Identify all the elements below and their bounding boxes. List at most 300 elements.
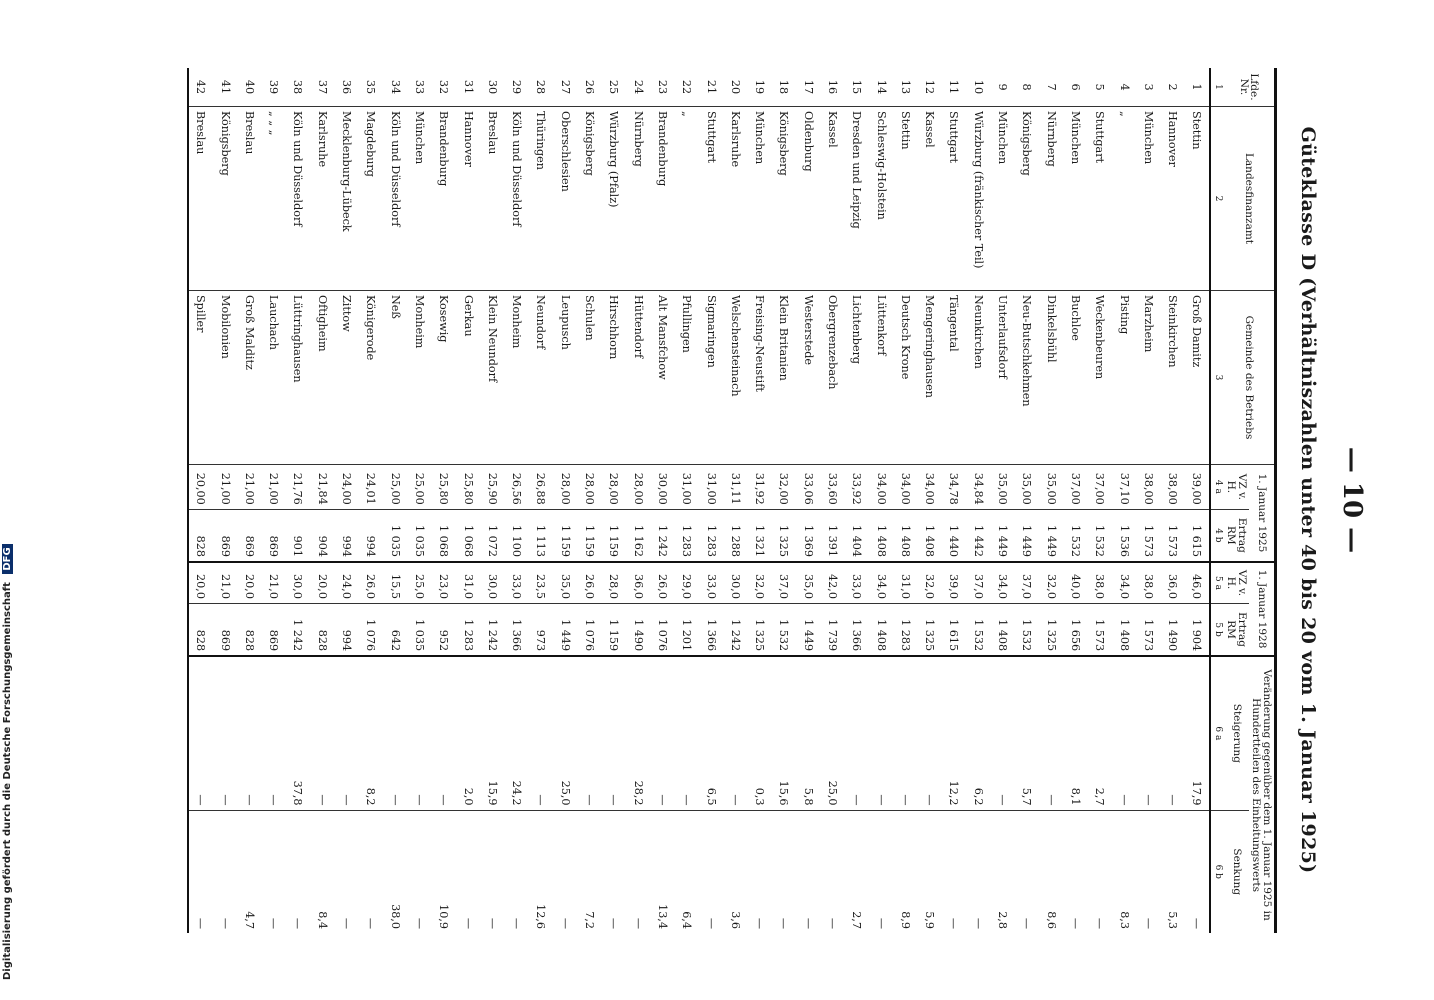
header-steigerung: Steigerung	[1224, 656, 1249, 810]
cell-ertrag-1925: 1 404	[845, 509, 869, 562]
table-row	[650, 68, 674, 933]
cell-vz-1925: 21,00	[213, 465, 237, 510]
cell-senkung: 7,2	[577, 810, 601, 933]
table-row	[1160, 68, 1184, 933]
header-gemeinde: Gemeinde des Betriebs	[1224, 291, 1276, 465]
cell-lfd-nr: 39	[267, 79, 281, 95]
cell-ertrag-1925: 1 391	[820, 509, 844, 562]
cell-vz-1925: 31,92	[747, 465, 771, 510]
cell-vz-1925: 25,80	[432, 465, 456, 510]
table-row	[310, 68, 334, 933]
cell-senkung: —	[1063, 810, 1087, 933]
cell-steigerung: 12,2	[942, 656, 966, 810]
cell-lfd-nr: 6	[1068, 83, 1082, 91]
cell-ertrag-1925: 1 408	[893, 509, 917, 562]
cell-gemeinde: Monheim	[504, 291, 528, 465]
cell-steigerung: —	[432, 656, 456, 810]
cell-senkung: —	[456, 810, 480, 933]
cell-ertrag-1928: 1 325	[1039, 603, 1063, 656]
column-code: 5 a	[1210, 562, 1224, 604]
cell-vz-1928: 46,0	[1185, 562, 1210, 604]
cell-ertrag-1925: 869	[213, 509, 237, 562]
cell-steigerung: —	[1112, 656, 1136, 810]
cell-gemeinde: Monheim	[407, 291, 431, 465]
cell-ertrag-1928: 1 408	[990, 603, 1014, 656]
cell-vz-1925: 35,00	[1015, 465, 1039, 510]
table-row	[261, 68, 285, 933]
cell-gemeinde: Groß Malditz	[237, 291, 261, 465]
cell-ertrag-1928: 1 904	[1185, 603, 1210, 656]
cell-ertrag-1925: 1 068	[432, 509, 456, 562]
cell-senkung: —	[480, 810, 504, 933]
cell-vz-1925: 31,00	[674, 465, 698, 510]
cell-gemeinde: Hirschhorn	[602, 291, 626, 465]
cell-lfd-nr: 28	[534, 79, 548, 95]
cell-lfd-nr: 38	[291, 79, 305, 95]
cell-lfd-nr: 8	[1020, 83, 1034, 91]
cell-steigerung: 25,0	[820, 656, 844, 810]
cell-vz-1925: 34,78	[942, 465, 966, 510]
cell-landesfinanzamt: Köln und Düsseldorf	[504, 107, 528, 291]
cell-landesfinanzamt: Brandenburg	[650, 107, 674, 291]
cell-vz-1928: 21,0	[213, 562, 237, 604]
cell-ertrag-1925: 1 532	[1063, 509, 1087, 562]
cell-lfd-nr: 36	[340, 79, 354, 95]
cell-vz-1925: 35,00	[990, 465, 1014, 510]
cell-landesfinanzamt: Dresden und Leipzig	[845, 107, 869, 291]
cell-vz-1928: 34,0	[1112, 562, 1136, 604]
table-row	[942, 68, 966, 933]
cell-landesfinanzamt: Thüringen	[529, 107, 553, 291]
cell-ertrag-1925: 1 283	[699, 509, 723, 562]
cell-senkung: 2,8	[990, 810, 1014, 933]
cell-senkung: 2,7	[845, 810, 869, 933]
cell-vz-1925: 37,00	[1088, 465, 1112, 510]
table-row	[699, 68, 723, 933]
table-row	[917, 68, 941, 933]
header-jan-1925: 1. Januar 1925	[1249, 465, 1276, 562]
cell-landesfinanzamt: Köln und Düsseldorf	[286, 107, 310, 291]
cell-vz-1925: 34,84	[966, 465, 990, 510]
cell-ertrag-1925: 1 408	[869, 509, 893, 562]
cell-ertrag-1928: 1 366	[504, 603, 528, 656]
cell-vz-1928: 15,5	[383, 562, 407, 604]
cell-steigerung: 17,9	[1185, 656, 1210, 810]
cell-ertrag-1928: 1 201	[674, 603, 698, 656]
cell-gemeinde: Steinkirchen	[1160, 291, 1184, 465]
table-row	[1136, 68, 1160, 933]
cell-ertrag-1925: 1 449	[1039, 509, 1063, 562]
cell-landesfinanzamt: Schleswig-Holstein	[869, 107, 893, 291]
cell-vz-1925: 33,06	[796, 465, 820, 510]
cell-vz-1928: 38,0	[1136, 562, 1160, 604]
cell-landesfinanzamt: München	[1136, 107, 1160, 291]
cell-ertrag-1928: 1 035	[407, 603, 431, 656]
cell-gemeinde: Oftigheim	[310, 291, 334, 465]
cell-ertrag-1925: 1 536	[1112, 509, 1136, 562]
cell-gemeinde: Lüttringhausen	[286, 291, 310, 465]
cell-landesfinanzamt: Breslau	[237, 107, 261, 291]
cell-vz-1928: 30,0	[286, 562, 310, 604]
cell-steigerung: —	[650, 656, 674, 810]
cell-vz-1928: 28,0	[602, 562, 626, 604]
cell-vz-1925: 26,56	[504, 465, 528, 510]
cell-vz-1925: 25,80	[456, 465, 480, 510]
cell-vz-1928: 38,0	[1088, 562, 1112, 604]
cell-lfd-nr: 15	[850, 79, 864, 95]
cell-ertrag-1928: 1 242	[480, 603, 504, 656]
cell-vz-1928: 37,0	[1015, 562, 1039, 604]
cell-lfd-nr: 42	[188, 68, 213, 107]
cell-senkung: —	[699, 810, 723, 933]
cell-steigerung: —	[1136, 656, 1160, 810]
cell-senkung: —	[504, 810, 528, 933]
cell-ertrag-1928: 828	[310, 603, 334, 656]
cell-landesfinanzamt: Kassel	[820, 107, 844, 291]
column-code: 5 b	[1210, 603, 1224, 656]
cell-ertrag-1928: 1 449	[553, 603, 577, 656]
cell-gemeinde: Unterlaufsdorf	[990, 291, 1014, 465]
cell-landesfinanzamt: „ „ „	[261, 107, 285, 291]
cell-vz-1925: 28,00	[626, 465, 650, 510]
cell-gemeinde: Neundorf	[529, 291, 553, 465]
cell-vz-1928: 20,0	[237, 562, 261, 604]
cell-senkung: —	[820, 810, 844, 933]
cell-vz-1928: 32,0	[747, 562, 771, 604]
cell-steigerung: 25,0	[553, 656, 577, 810]
cell-gemeinde: Weckenbeuren	[1088, 291, 1112, 465]
cell-vz-1925: 25,00	[383, 465, 407, 510]
cell-landesfinanzamt: Köln und Düsseldorf	[383, 107, 407, 291]
cell-steigerung: 15,6	[772, 656, 796, 810]
cell-ertrag-1928: 642	[383, 603, 407, 656]
cell-landesfinanzamt: Karlsruhe	[310, 107, 334, 291]
cell-lfd-nr: 29	[510, 79, 524, 95]
cell-steigerung: —	[674, 656, 698, 810]
cell-ertrag-1925: 1 573	[1160, 509, 1184, 562]
cell-senkung: —	[188, 810, 213, 933]
table-row	[869, 68, 893, 933]
cell-ertrag-1928: 1 366	[699, 603, 723, 656]
table-row	[893, 68, 917, 933]
cell-gemeinde: Alt Mansfchow	[650, 291, 674, 465]
cell-steigerung: —	[845, 656, 869, 810]
cell-ertrag-1928: 1 076	[577, 603, 601, 656]
cell-gemeinde: Kosewig	[432, 291, 456, 465]
column-code: 3	[1210, 291, 1224, 465]
cell-gemeinde: Neu-Butschkehmen	[1015, 291, 1039, 465]
table-row	[359, 68, 383, 933]
cell-landesfinanzamt: Karlsruhe	[723, 107, 747, 291]
cell-landesfinanzamt: Nürnberg	[1039, 107, 1063, 291]
cell-gemeinde: Hüttendorf	[626, 291, 650, 465]
cell-gemeinde: Lichtenberg	[845, 291, 869, 465]
cell-landesfinanzamt: Breslau	[188, 107, 213, 291]
cell-ertrag-1928: 1 076	[359, 603, 383, 656]
cell-ertrag-1928: 1 490	[626, 603, 650, 656]
cell-steigerung: —	[577, 656, 601, 810]
cell-ertrag-1925: 1 408	[917, 509, 941, 562]
cell-landesfinanzamt: Königsberg	[213, 107, 237, 291]
cell-senkung: —	[359, 810, 383, 933]
cell-landesfinanzamt: Stuttgart	[1088, 107, 1112, 291]
table-row	[723, 68, 747, 933]
cell-vz-1925: 37,00	[1063, 465, 1087, 510]
cell-steigerung: 15,9	[480, 656, 504, 810]
cell-vz-1928: 26,0	[577, 562, 601, 604]
cell-lfd-nr: 12	[923, 79, 937, 95]
cell-ertrag-1925: 828	[188, 509, 213, 562]
cell-ertrag-1925: 1 442	[966, 509, 990, 562]
cell-senkung: —	[966, 810, 990, 933]
cell-ertrag-1925: 1 573	[1136, 509, 1160, 562]
cell-gemeinde: Groß Damitz	[1185, 291, 1210, 465]
cell-vz-1925: 21,84	[310, 465, 334, 510]
cell-lfd-nr: 14	[874, 79, 888, 95]
cell-lfd-nr: 3	[1141, 83, 1155, 91]
cell-landesfinanzamt: Magdeburg	[359, 107, 383, 291]
cell-gemeinde: Westerstede	[796, 291, 820, 465]
cell-steigerung: 0,3	[747, 656, 771, 810]
table-row	[213, 68, 237, 933]
cell-ertrag-1928: 828	[188, 603, 213, 656]
table-row	[1112, 68, 1136, 933]
cell-vz-1928: 21,0	[261, 562, 285, 604]
cell-ertrag-1928: 1 532	[1015, 603, 1039, 656]
cell-ertrag-1925: 994	[334, 509, 358, 562]
cell-ertrag-1925: 994	[359, 509, 383, 562]
cell-lfd-nr: 9	[996, 83, 1010, 91]
cell-steigerung: 6,2	[966, 656, 990, 810]
page-title: Güteklasse D (Verhältniszahlen unter 40 bis 20 vom 1. Januar 1925)	[1297, 126, 1319, 874]
table-body	[188, 68, 1210, 933]
cell-ertrag-1928: 1 283	[456, 603, 480, 656]
cell-steigerung: —	[407, 656, 431, 810]
cell-steigerung: —	[1039, 656, 1063, 810]
cell-ertrag-1928: 1 283	[893, 603, 917, 656]
cell-ertrag-1925: 1 159	[602, 509, 626, 562]
cell-landesfinanzamt: „	[674, 107, 698, 291]
cell-ertrag-1928: 1 490	[1160, 603, 1184, 656]
cell-landesfinanzamt: Stettin	[893, 107, 917, 291]
cell-vz-1925: 34,00	[869, 465, 893, 510]
cell-steigerung: —	[602, 656, 626, 810]
cell-gemeinde: Sigmaringen	[699, 291, 723, 465]
cell-landesfinanzamt: Oberschlesien	[553, 107, 577, 291]
cell-steigerung: 28,2	[626, 656, 650, 810]
cell-ertrag-1928: 994	[334, 603, 358, 656]
cell-ertrag-1925: 1 100	[504, 509, 528, 562]
cell-steigerung: —	[334, 656, 358, 810]
cell-steigerung: 5,7	[1015, 656, 1039, 810]
cell-vz-1928: 32,0	[1039, 562, 1063, 604]
table-row	[553, 68, 577, 933]
cell-vz-1928: 40,0	[1063, 562, 1087, 604]
table-row	[188, 68, 213, 933]
cell-senkung: —	[286, 810, 310, 933]
cell-ertrag-1928: 1 325	[747, 603, 771, 656]
cell-vz-1928: 30,0	[480, 562, 504, 604]
cell-ertrag-1928: 1 366	[845, 603, 869, 656]
cell-vz-1925: 24,00	[334, 465, 358, 510]
cell-vz-1928: 35,0	[796, 562, 820, 604]
cell-landesfinanzamt: Hannover	[456, 107, 480, 291]
column-code: 1	[1210, 68, 1224, 107]
column-code: 2	[1210, 107, 1224, 291]
header-veraenderung: Veränderung gegenüber dem 1. Januar 1925 in Hundertteilen des Einheitungswerts	[1249, 656, 1276, 933]
cell-gemeinde: Freising-Neustift	[747, 291, 771, 465]
cell-ertrag-1925: 1 440	[942, 509, 966, 562]
cell-senkung: 8,9	[893, 810, 917, 933]
cell-ertrag-1925: 1 321	[747, 509, 771, 562]
cell-senkung: —	[334, 810, 358, 933]
cell-lfd-nr: 33	[412, 79, 426, 95]
cell-senkung: 5,3	[1160, 810, 1184, 933]
cell-senkung: —	[1185, 810, 1210, 933]
cell-landesfinanzamt: Mecklenburg-Lübeck	[334, 107, 358, 291]
cell-lfd-nr: 31	[461, 79, 475, 95]
cell-ertrag-1925: 1 159	[553, 509, 577, 562]
table-row	[286, 68, 310, 933]
cell-vz-1928: 42,0	[820, 562, 844, 604]
table-row	[529, 68, 553, 933]
digitization-note	[2, 380, 13, 980]
cell-senkung: —	[1088, 810, 1112, 933]
cell-vz-1925: 21,00	[261, 465, 285, 510]
table-row	[1015, 68, 1039, 933]
cell-lfd-nr: 16	[826, 79, 839, 95]
cell-gemeinde: Obergrenzebach	[820, 291, 844, 465]
cell-steigerung: —	[869, 656, 893, 810]
cell-vz-1925: 21,00	[237, 465, 261, 510]
cell-ertrag-1928: 1 076	[650, 603, 674, 656]
cell-senkung: —	[942, 810, 966, 933]
cell-ertrag-1925: 1 532	[1088, 509, 1112, 562]
table-row	[1088, 68, 1112, 933]
cell-ertrag-1925: 904	[310, 509, 334, 562]
cell-ertrag-1925: 1 242	[650, 509, 674, 562]
cell-vz-1925: 31,11	[723, 465, 747, 510]
cell-senkung: —	[213, 810, 237, 933]
cell-ertrag-1928: 869	[261, 603, 285, 656]
cell-landesfinanzamt: Würzburg (Pfalz)	[602, 107, 626, 291]
cell-senkung: 5,9	[917, 810, 941, 933]
cell-landesfinanzamt: München	[990, 107, 1014, 291]
cell-senkung: —	[407, 810, 431, 933]
cell-landesfinanzamt: Königsberg	[772, 107, 796, 291]
cell-lfd-nr: 41	[218, 79, 232, 95]
cell-landesfinanzamt: Königsberg	[577, 107, 601, 291]
cell-landesfinanzamt: Kassel	[917, 107, 941, 291]
cell-gemeinde: Mobilonien	[213, 291, 237, 465]
cell-vz-1925: 30,00	[650, 465, 674, 510]
cell-ertrag-1925: 1 162	[626, 509, 650, 562]
cell-gemeinde: Tängental	[942, 291, 966, 465]
cell-senkung: —	[626, 810, 650, 933]
cell-lfd-nr: 7	[1044, 83, 1058, 91]
cell-steigerung: —	[310, 656, 334, 810]
header-ertrag-1928: Ertrag RM	[1224, 603, 1249, 656]
cell-steigerung: 2,0	[456, 656, 480, 810]
cell-steigerung: —	[893, 656, 917, 810]
cell-lfd-nr: 18	[777, 79, 791, 95]
cell-senkung: —	[747, 810, 771, 933]
cell-senkung: 13,4	[650, 810, 674, 933]
cell-gemeinde: Deutsch Krone	[893, 291, 917, 465]
cell-vz-1928: 33,0	[845, 562, 869, 604]
table-row	[820, 68, 844, 933]
cell-gemeinde: Mengeringhausen	[917, 291, 941, 465]
cell-vz-1928: 20,0	[188, 562, 213, 604]
cell-vz-1928: 25,0	[407, 562, 431, 604]
cell-landesfinanzamt: „	[1112, 107, 1136, 291]
cell-landesfinanzamt: Stuttgart	[699, 107, 723, 291]
cell-vz-1928: 34,0	[869, 562, 893, 604]
cell-steigerung: 24,2	[504, 656, 528, 810]
cell-landesfinanzamt: Stettin	[1185, 107, 1210, 291]
cell-lfd-nr: 2	[1166, 83, 1180, 91]
cell-landesfinanzamt: Oldenburg	[796, 107, 820, 291]
header-jan-1928: 1. Januar 1928	[1249, 562, 1276, 656]
cell-vz-1928: 24,0	[334, 562, 358, 604]
cell-lfd-nr: 11	[947, 79, 961, 95]
cell-lfd-nr: 20	[728, 79, 742, 95]
cell-gemeinde: Klein Britanien	[772, 291, 796, 465]
cell-ertrag-1928: 1 408	[1112, 603, 1136, 656]
column-code: 6 b	[1210, 810, 1224, 933]
cell-ertrag-1925: 1 035	[407, 509, 431, 562]
table-row	[845, 68, 869, 933]
cell-vz-1928: 31,0	[456, 562, 480, 604]
cell-gemeinde: Schulen	[577, 291, 601, 465]
table-row	[577, 68, 601, 933]
cell-senkung: 8,4	[310, 810, 334, 933]
cell-lfd-nr: 34	[388, 79, 402, 95]
cell-steigerung: —	[1160, 656, 1184, 810]
cell-vz-1925: 32,00	[772, 465, 796, 510]
cell-ertrag-1925: 1 283	[674, 509, 698, 562]
cell-steigerung: 8,1	[1063, 656, 1087, 810]
cell-ertrag-1928: 952	[432, 603, 456, 656]
table-row	[747, 68, 771, 933]
cell-vz-1925: 33,92	[845, 465, 869, 510]
cell-vz-1928: 26,0	[359, 562, 383, 604]
cell-ertrag-1928: 1 242	[286, 603, 310, 656]
table-row	[456, 68, 480, 933]
cell-ertrag-1928: 1 532	[966, 603, 990, 656]
data-table	[187, 68, 1277, 933]
cell-landesfinanzamt: Brandenburg	[432, 107, 456, 291]
dfg-logo: DFG	[2, 544, 13, 573]
cell-ertrag-1925: 1 449	[1015, 509, 1039, 562]
cell-steigerung: —	[723, 656, 747, 810]
column-code: 4 a	[1210, 465, 1224, 510]
cell-steigerung: —	[917, 656, 941, 810]
cell-gemeinde: Pfullingen	[674, 291, 698, 465]
cell-senkung: 3,6	[723, 810, 747, 933]
cell-vz-1925: 24,01	[359, 465, 383, 510]
header-senkung: Senkung	[1224, 810, 1249, 933]
cell-vz-1928: 23,0	[432, 562, 456, 604]
cell-ertrag-1928: 1 573	[1088, 603, 1112, 656]
cell-vz-1925: 28,00	[577, 465, 601, 510]
cell-ertrag-1925: 1 449	[990, 509, 1014, 562]
cell-senkung: —	[1136, 810, 1160, 933]
cell-landesfinanzamt: München	[1063, 107, 1087, 291]
cell-landesfinanzamt: Königsberg	[1015, 107, 1039, 291]
cell-senkung: 8,3	[1112, 810, 1136, 933]
cell-vz-1925: 34,00	[917, 465, 941, 510]
